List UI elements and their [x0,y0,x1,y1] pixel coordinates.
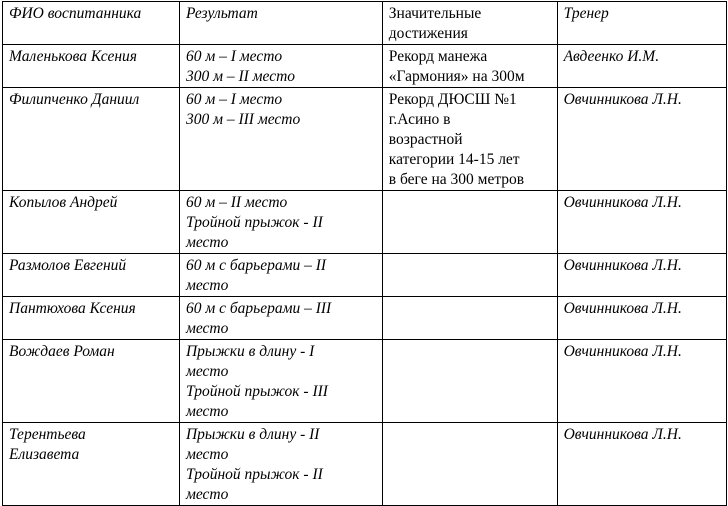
cell-coach [557,340,726,423]
achievement-line: возрастной [388,131,463,148]
achievement-line: Рекорд ДЮСШ №1 [388,91,517,108]
result-line: 60 м – I место [185,91,283,108]
cell-achievements [382,254,557,297]
student-name: Пантюхова Ксения [9,300,136,317]
student-name: Маленькова Ксения [9,48,137,65]
header-result [179,2,382,45]
cell-name [3,423,180,506]
cell-achievements [382,297,557,340]
result-line: место [185,320,229,337]
cell-coach [557,423,726,506]
result-line: место [185,234,229,251]
result-line: 300 м – II место [185,68,296,85]
table-row [3,254,727,297]
achievement-line: Рекорд манежа [388,48,488,65]
result-line: место [185,403,229,420]
header-achievements-label-2: достижения [388,25,468,42]
header-coach-label: Тренер [563,5,609,22]
cell-name [3,88,180,191]
cell-achievements [382,423,557,506]
result-line: 300 м – III место [185,111,301,128]
coach-name: Овчинникова Л.Н. [563,194,682,211]
coach-name: Овчинникова Л.Н. [563,257,682,274]
coach-name: Авдеенко И.М. [563,48,660,65]
results-table [2,1,727,506]
table-row [3,45,727,88]
result-line: место [185,446,229,463]
result-line: Тройной прыжок - II [185,214,323,231]
cell-result [179,340,382,423]
cell-name [3,254,180,297]
achievement-line: в беге на 300 метров [388,171,525,188]
cell-name [3,191,180,254]
cell-result [179,88,382,191]
cell-coach [557,88,726,191]
cell-achievements [382,88,557,191]
student-name: Вождаев Роман [9,343,115,360]
result-line: место [185,486,229,503]
cell-result [179,191,382,254]
result-line: 60 м – II место [185,194,288,211]
result-line: Тройной прыжок - III [185,383,328,400]
cell-name [3,340,180,423]
table-header-row [3,2,727,45]
student-name: Размолов Евгений [9,257,127,274]
cell-achievements [382,191,557,254]
table-row [3,297,727,340]
coach-name: Овчинникова Л.Н. [563,300,682,317]
cell-result [179,254,382,297]
coach-name: Овчинникова Л.Н. [563,426,682,443]
result-line: Прыжки в длину - II [185,426,320,443]
cell-coach [557,45,726,88]
coach-name: Овчинникова Л.Н. [563,91,682,108]
student-name: Терентьева [9,426,86,443]
table-row [3,423,727,506]
header-achievements-label-1: Значительные [388,5,482,22]
cell-achievements [382,340,557,423]
result-line: Прыжки в длину - I [185,343,315,360]
header-result-label: Результат [185,5,258,22]
result-line: место [185,363,229,380]
coach-name: Овчинникова Л.Н. [563,343,682,360]
header-name-label: ФИО воспитанника [9,5,142,22]
result-line: место [185,277,229,294]
result-line: 60 м с барьерами – II [185,257,327,274]
header-coach [557,2,726,45]
cell-name [3,45,180,88]
result-line: 60 м – I место [185,48,283,65]
cell-result [179,45,382,88]
student-name-cont: Елизавета [9,446,80,463]
header-name [3,2,180,45]
cell-result [179,297,382,340]
student-name: Копылов Андрей [9,194,118,211]
cell-name [3,297,180,340]
student-name: Филипченко Даниил [9,91,140,108]
result-line: 60 м с барьерами – III [185,300,332,317]
cell-achievements [382,45,557,88]
cell-result [179,423,382,506]
achievement-line: г.Асино в [388,111,451,128]
table-row [3,340,727,423]
table-row [3,88,727,191]
header-achievements [382,2,557,45]
achievement-line: «Гармония» на 300м [388,68,525,85]
cell-coach [557,297,726,340]
cell-coach [557,254,726,297]
table-row [3,191,727,254]
cell-coach [557,191,726,254]
result-line: Тройной прыжок - II [185,466,323,483]
achievement-line: категории 14-15 лет [388,151,520,168]
